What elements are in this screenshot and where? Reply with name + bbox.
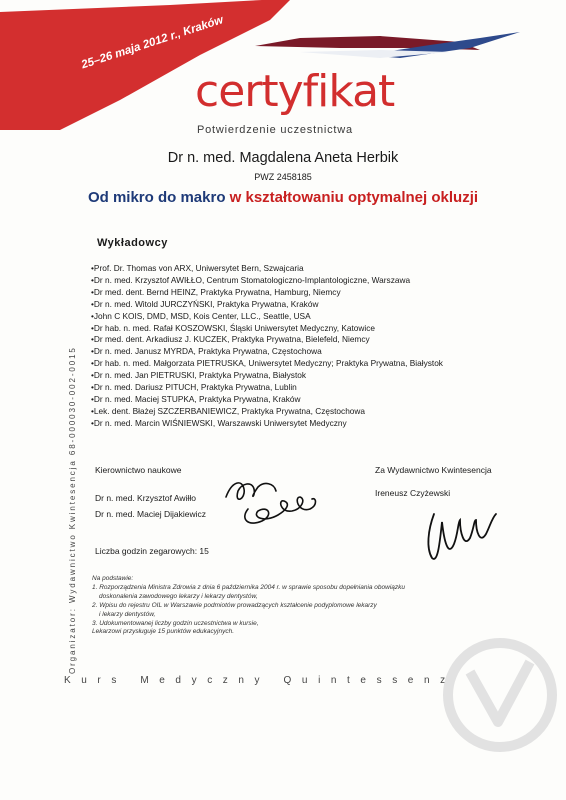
scientific-person-1: Dr n. med. Krzysztof Awiłło	[95, 493, 196, 503]
scientific-heading: Kierownictwo naukowe	[95, 465, 182, 475]
participant-pwz: PWZ 2458185	[254, 172, 312, 182]
legal-line: 1. Rozporządzenia Ministra Zdrowia z dnia 6 października 2004 r. w sprawie sposobu dopełniania obowiązku	[92, 583, 406, 591]
lecturer-item: • Dr n. med. Janusz MYRDA, Praktyka Prywatna, Częstochowa	[91, 346, 443, 358]
organizer-text: Organizator: Wydawnictwo Kwintesencja 68-000030-002-0015	[68, 346, 77, 674]
publisher-heading: Za Wydawnictwo Kwintesencja	[375, 465, 492, 475]
signature-scientific	[218, 475, 333, 535]
lecturer-item: • Dr n. med. Marcin WIŚNIEWSKI, Warszawski Uniwersytet Medyczny	[91, 418, 443, 430]
lecturer-item: • Dr n. med. Krzysztof AWIŁŁO, Centrum Stomatologiczno-Implantologiczne, Warszawa	[91, 275, 443, 287]
lecturer-item: • Prof. Dr. Thomas von ARX, Uniwersytet Bern, Szwajcaria	[91, 263, 443, 275]
legal-heading: Na podstawie:	[92, 575, 134, 582]
event-date: 25–26 maja 2012 r., Kraków	[80, 14, 225, 72]
hours-count: Liczba godzin zegarowych: 15	[95, 546, 209, 556]
lecturer-item: • Dr med. dent. Arkadiusz J. KUCZEK, Praktyka Prywatna, Bielefeld, Niemcy	[91, 334, 443, 346]
footer-course-name: Kurs Medyczny Quintessenz	[64, 675, 456, 686]
course-title-part1: Od mikro do makro	[87, 189, 226, 206]
lecturers-heading: Wykładowcy	[97, 237, 168, 249]
legal-line: i lekarzy dentystów,	[99, 610, 156, 618]
lecturer-item: • Dr n. med. Jan PIETRUSKI, Praktyka Prywatna, Białystok	[91, 370, 443, 382]
legal-line: 3. Udokumentowanej liczby godzin uczestnictwa w kursie,	[92, 619, 259, 627]
participant-name: Dr n. med. Magdalena Aneta Herbik	[167, 150, 399, 166]
legal-basis	[92, 575, 405, 637]
lecturer-item: • Lek. dent. Błażej SZCZERBANIEWICZ, Praktyka Prywatna, Częstochowa	[91, 406, 443, 418]
lecturer-item: • Dr n. med. Witold JURCZYŃSKI, Praktyka Prywatna, Kraków	[91, 299, 443, 311]
course-title-part2: w kształtowaniu optymalnej okluzji	[225, 189, 479, 206]
organizer-sidebar	[62, 154, 77, 674]
signature-publisher	[418, 500, 508, 570]
lecturer-item: • Dr n. med. Dariusz PITUCH, Praktyka Prywatna, Lublin	[91, 382, 443, 394]
publisher-person: Ireneusz Czyżewski	[375, 488, 451, 498]
course-title	[0, 189, 566, 206]
lecturer-item: • Dr hab. n. med. Rafał KOSZOWSKI, Śląski Uniwersytet Medyczny, Katowice	[91, 323, 443, 335]
legal-line: doskonalenia zawodowego lekarzy i lekarzy dentystów,	[99, 592, 258, 600]
quintessenz-logo-watermark	[430, 620, 566, 760]
legal-line: 2. Wpisu do rejestru OIL w Warszawie podmiotów prowadzących kształcenie podyplomowe lekarzy	[92, 601, 377, 609]
lecturer-item: • Dr hab. n. med. Małgorzata PIETRUSKA, Uniwersytet Medyczny; Praktyka Prywatna, Białystok	[91, 358, 443, 370]
lecturer-item: • John C KOIS, DMD, MSD, Kois Center, LLC., Seattle, USA	[91, 311, 443, 323]
lecturer-item: • Dr n. med. Maciej STUPKA, Praktyka Prywatna, Kraków	[91, 394, 443, 406]
scientific-person-2: Dr n. med. Maciej Dijakiewicz	[95, 509, 206, 519]
certificate-title: certyfikat	[195, 66, 395, 117]
lecturer-item: • Dr med. dent. Bernd HEINZ, Praktyka Prywatna, Hamburg, Niemcy	[91, 287, 443, 299]
legal-line: Lekarzowi przysługuje 15 punktów edukacyjnych.	[92, 628, 234, 636]
lecturers-list	[91, 263, 443, 430]
certificate-subtitle: Potwierdzenie uczestnictwa	[197, 124, 353, 136]
